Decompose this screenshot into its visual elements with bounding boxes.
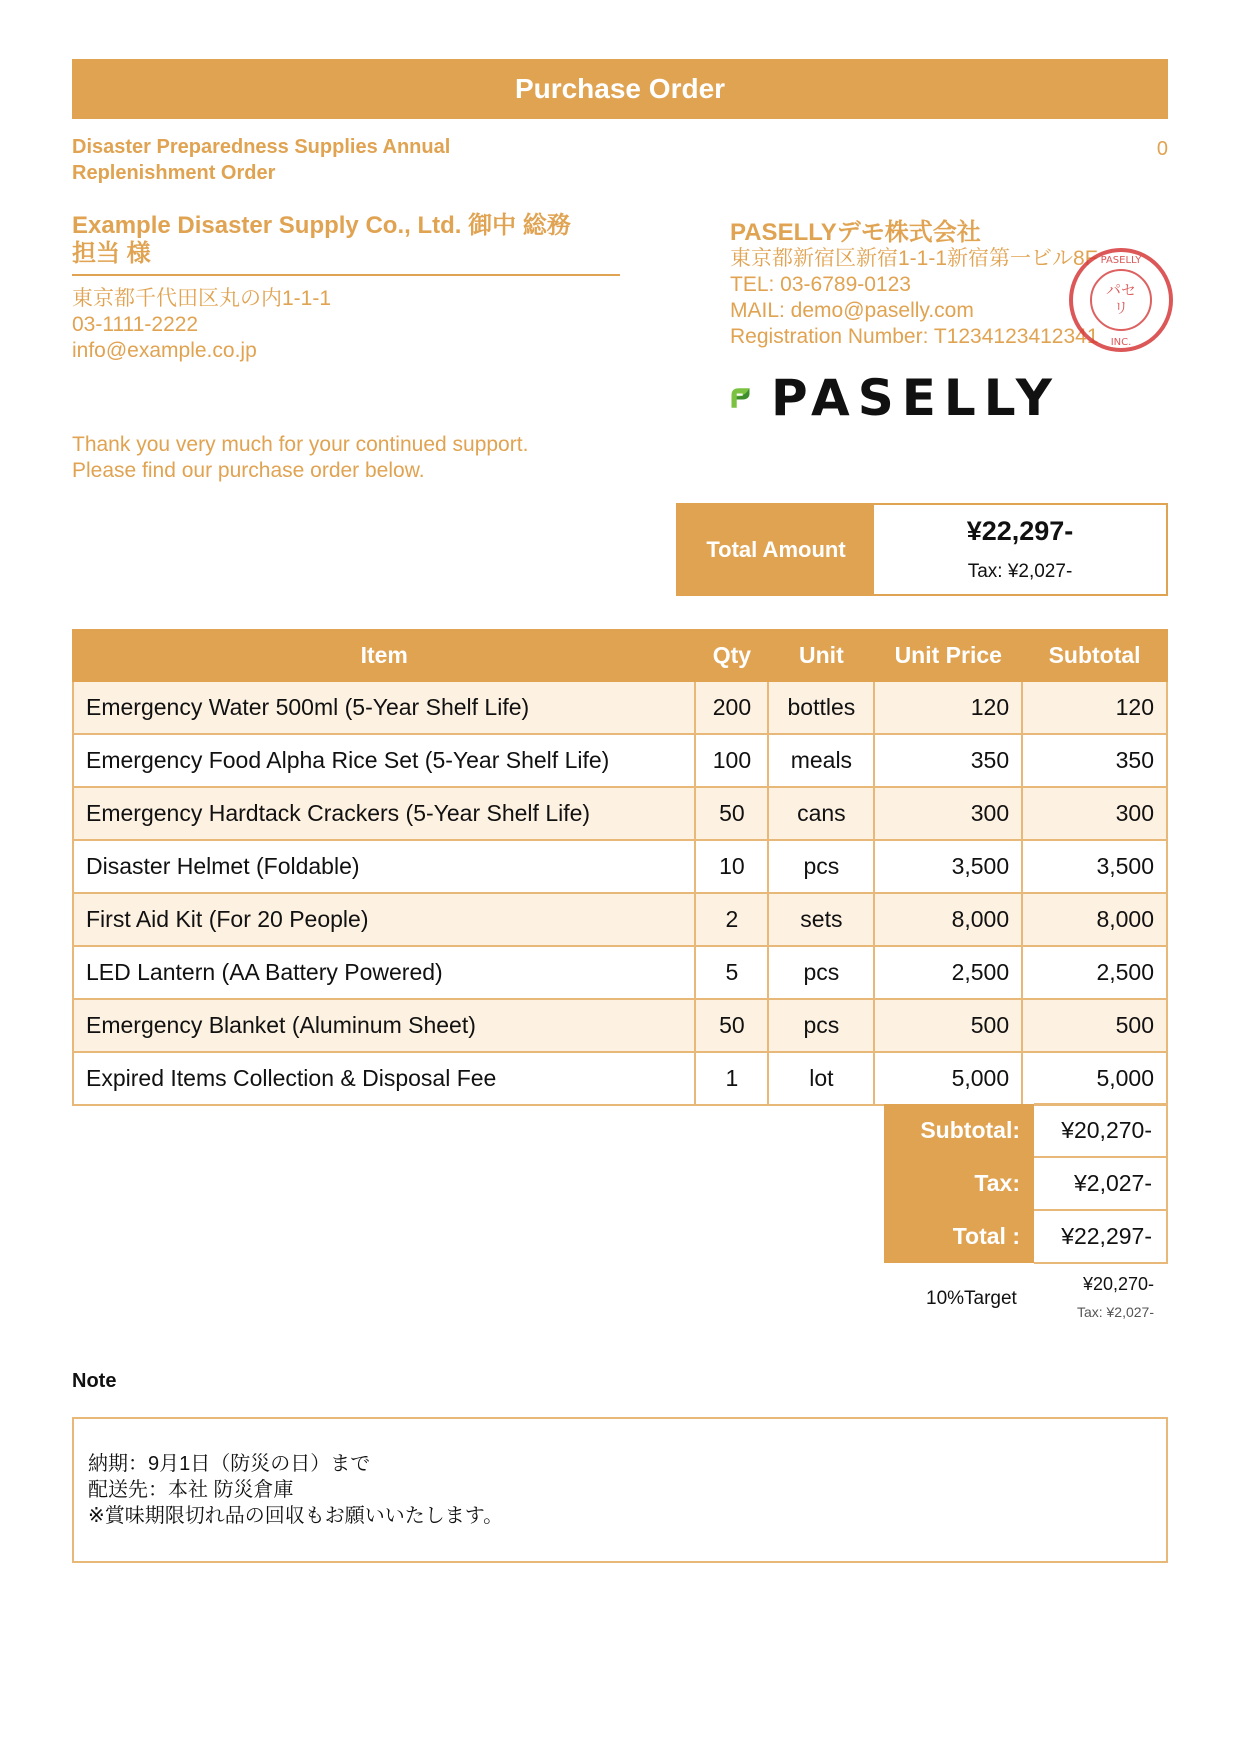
- recipient-tel: 03-1111-2222: [72, 313, 199, 336]
- cell-subtotal: 8,000: [1022, 893, 1167, 946]
- note-label: Note: [72, 1370, 117, 1392]
- cell-unit: lot: [768, 1052, 874, 1105]
- recipient-name: [72, 212, 620, 276]
- cell-unit-price: 2,500: [874, 946, 1022, 999]
- total-amount-box: [676, 503, 1168, 596]
- tax-rate-label: 10%Target: [926, 1288, 1017, 1309]
- cell-unit: pcs: [768, 840, 874, 893]
- summary-total-value: ¥22,297-: [1034, 1210, 1167, 1263]
- greeting-line2: Please find our purchase order below.: [72, 459, 425, 482]
- summary-tax-value: ¥2,027-: [1034, 1157, 1167, 1210]
- table-row: [73, 734, 1167, 787]
- cell-unit-price: 5,000: [874, 1052, 1022, 1105]
- cell-qty: 2: [695, 893, 768, 946]
- header-subtotal: Subtotal: [1022, 630, 1167, 681]
- note-line: 納期：9月1日（防災の日）まで: [88, 1453, 371, 1475]
- table-row: [73, 840, 1167, 893]
- cell-unit: pcs: [768, 946, 874, 999]
- summary-tax-row: [884, 1157, 1167, 1210]
- order-subject-line2: Replenishment Order: [72, 162, 276, 184]
- cell-qty: 1: [695, 1052, 768, 1105]
- cell-item: Disaster Helmet (Foldable): [73, 840, 695, 893]
- cell-item: Emergency Food Alpha Rice Set (5-Year Shelf Life): [73, 734, 695, 787]
- summary-tax-label: Tax:: [884, 1157, 1034, 1210]
- cell-unit-price: 300: [874, 787, 1022, 840]
- cell-qty: 50: [695, 999, 768, 1052]
- note-box: [72, 1417, 1168, 1563]
- note-line: 配送先：本社 防災倉庫: [88, 1479, 294, 1501]
- summary-subtotal-value: ¥20,270-: [1034, 1104, 1167, 1157]
- recipient-name-line1: Example Disaster Supply Co., Ltd. 御中 総務: [72, 212, 571, 239]
- cell-qty: 50: [695, 787, 768, 840]
- cell-unit: cans: [768, 787, 874, 840]
- svg-text:リ: リ: [1113, 299, 1129, 317]
- cell-qty: 10: [695, 840, 768, 893]
- summary-table: [884, 1103, 1168, 1264]
- cell-subtotal: 5,000: [1022, 1052, 1167, 1105]
- cell-unit-price: 500: [874, 999, 1022, 1052]
- order-subject-line1: Disaster Preparedness Supplies Annual: [72, 136, 451, 158]
- table-row: [73, 681, 1167, 734]
- table-row: [73, 1052, 1167, 1105]
- sender-address: 東京都新宿区新宿1-1-1新宿第一ビル8F: [730, 247, 1098, 270]
- cell-unit: pcs: [768, 999, 874, 1052]
- recipient-info: [72, 286, 331, 364]
- cell-qty: 200: [695, 681, 768, 734]
- tax-target-tax: Tax: ¥2,027-: [1076, 1304, 1154, 1320]
- greeting-text: [72, 432, 528, 484]
- cell-item: Emergency Blanket (Aluminum Sheet): [73, 999, 695, 1052]
- svg-text:パセ: パセ: [1105, 281, 1137, 299]
- cell-unit: sets: [768, 893, 874, 946]
- summary-subtotal-label: Subtotal:: [884, 1104, 1034, 1157]
- cell-unit: meals: [768, 734, 874, 787]
- cell-item: Expired Items Collection & Disposal Fee: [73, 1052, 695, 1105]
- total-amount-label: Total Amount: [678, 505, 874, 594]
- total-amount: ¥22,297-: [966, 516, 1074, 546]
- total-amount-tax: Tax: ¥2,027-: [967, 561, 1073, 582]
- sender-name: PASELLYデモ株式会社: [730, 219, 981, 246]
- cell-unit: bottles: [768, 681, 874, 734]
- cell-qty: 5: [695, 946, 768, 999]
- items-table: [72, 629, 1168, 1106]
- svg-text:PASELLY: PASELLY: [1100, 255, 1142, 266]
- table-header-row: [73, 630, 1167, 681]
- cell-subtotal: 120: [1022, 681, 1167, 734]
- table-row: [73, 787, 1167, 840]
- logo-wordmark: PASELLY: [770, 369, 1060, 427]
- cell-unit-price: 8,000: [874, 893, 1022, 946]
- greeting-line1: Thank you very much for your continued support.: [72, 433, 529, 456]
- document-title: Purchase Order: [72, 59, 1168, 119]
- cell-qty: 100: [695, 734, 768, 787]
- document-number: 0: [1156, 138, 1168, 160]
- cell-subtotal: 350: [1022, 734, 1167, 787]
- total-amount-value: [874, 505, 1166, 594]
- cell-subtotal: 500: [1022, 999, 1167, 1052]
- company-seal-icon: [1066, 245, 1176, 355]
- summary-subtotal-row: [884, 1104, 1167, 1157]
- cell-item: LED Lantern (AA Battery Powered): [73, 946, 695, 999]
- sender-email: MAIL: demo@paselly.com: [730, 299, 974, 322]
- header-qty: Qty: [695, 630, 768, 681]
- table-row: [73, 893, 1167, 946]
- summary-total-row: [884, 1210, 1167, 1263]
- cell-item: Emergency Hardtack Crackers (5-Year Shelf Life): [73, 787, 695, 840]
- header-item: Item: [73, 630, 695, 681]
- cell-subtotal: 300: [1022, 787, 1167, 840]
- table-row: [73, 946, 1167, 999]
- cell-unit-price: 3,500: [874, 840, 1022, 893]
- paselly-leaf-icon: [730, 368, 751, 428]
- header-unit: Unit: [768, 630, 874, 681]
- order-subject: [72, 134, 512, 186]
- cell-item: First Aid Kit (For 20 People): [73, 893, 695, 946]
- recipient-name-line2: 担当 様: [72, 240, 151, 267]
- cell-item: Emergency Water 500ml (5-Year Shelf Life): [73, 681, 695, 734]
- cell-unit-price: 120: [874, 681, 1022, 734]
- table-row: [73, 999, 1167, 1052]
- summary-total-label: Total :: [884, 1210, 1034, 1263]
- cell-unit-price: 350: [874, 734, 1022, 787]
- recipient-address: 東京都千代田区丸の内1-1-1: [72, 287, 332, 310]
- note-line: ※賞味期限切れ品の回収もお願いいたします。: [88, 1505, 504, 1527]
- svg-text:INC.: INC.: [1110, 337, 1132, 348]
- company-logo: [730, 367, 1060, 429]
- tax-target-amount: ¥20,270-: [1082, 1274, 1154, 1294]
- cell-subtotal: 3,500: [1022, 840, 1167, 893]
- sender-registration: Registration Number: T1234123412341: [730, 325, 1099, 348]
- recipient-email: info@example.co.jp: [72, 339, 257, 362]
- cell-subtotal: 2,500: [1022, 946, 1167, 999]
- header-unit-price: Unit Price: [874, 630, 1022, 681]
- sender-tel: TEL: 03-6789-0123: [730, 273, 911, 296]
